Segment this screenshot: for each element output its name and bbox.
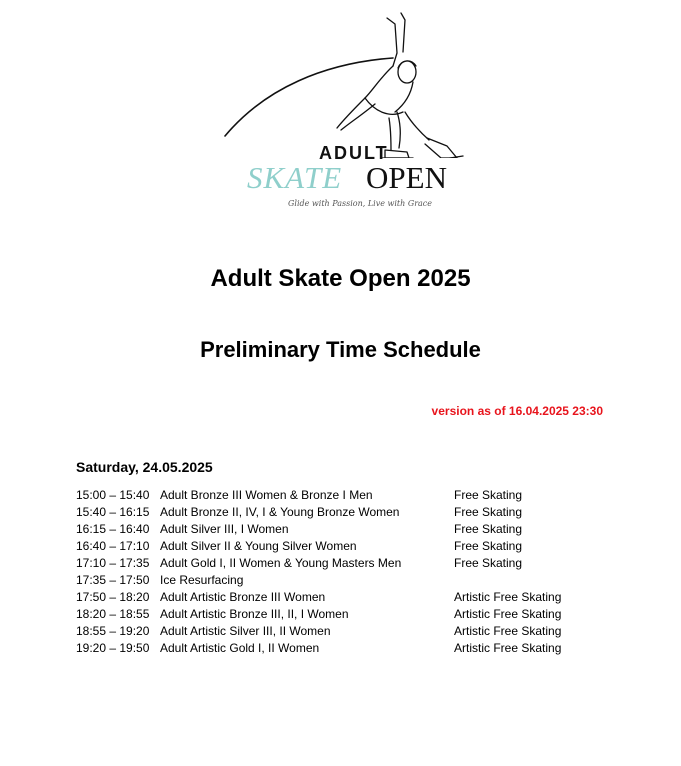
schedule-row: [76, 555, 561, 572]
schedule-row: [76, 572, 561, 589]
time-cell: 17:50 – 18:20: [76, 590, 150, 604]
logo-tagline: Glide with Passion, Live with Grace: [288, 199, 433, 208]
segment-cell: Free Skating: [454, 505, 523, 519]
category-cell: Adult Silver III, I Women: [160, 522, 289, 536]
time-cell: 19:20 – 19:50: [76, 641, 150, 655]
time-cell: 18:55 – 19:20: [76, 624, 150, 638]
category-cell: Adult Bronze III Women & Bronze I Men: [160, 488, 373, 502]
schedule-row: [76, 623, 561, 640]
category-cell: Adult Bronze II, IV, I & Young Bronze Women: [160, 505, 400, 519]
category-cell: Adult Artistic Bronze III Women: [160, 590, 326, 604]
schedule-row: [76, 504, 561, 521]
document-subtitle: Preliminary Time Schedule: [200, 337, 481, 362]
schedule-row: [76, 589, 561, 606]
logo-adult-text: ADULT: [319, 143, 389, 163]
time-cell: 16:40 – 17:10: [76, 539, 150, 553]
event-logo: [215, 8, 475, 218]
logo-open-text: OPEN: [366, 160, 447, 195]
time-cell: 18:20 – 18:55: [76, 607, 150, 621]
day-heading: Saturday, 24.05.2025: [76, 459, 213, 475]
segment-cell: Free Skating: [454, 556, 523, 570]
category-cell: Adult Silver II & Young Silver Women: [160, 539, 357, 553]
segment-cell: Free Skating: [454, 522, 523, 536]
schedule-row: [76, 538, 561, 555]
logo-skate-text: SKATE: [247, 160, 343, 195]
schedule-row: [76, 521, 561, 538]
segment-cell: Free Skating: [454, 488, 523, 502]
time-cell: 15:40 – 16:15: [76, 505, 150, 519]
segment-cell: Artistic Free Skating: [454, 641, 562, 655]
schedule-row: [76, 606, 561, 623]
document-title: Adult Skate Open 2025: [210, 265, 471, 292]
segment-cell: Artistic Free Skating: [454, 590, 562, 604]
time-cell: 17:35 – 17:50: [76, 573, 150, 587]
category-cell: Adult Artistic Silver III, II Women: [160, 624, 331, 638]
segment-cell: Free Skating: [454, 539, 523, 553]
time-cell: 16:15 – 16:40: [76, 522, 150, 536]
schedule-table: [76, 487, 561, 657]
category-cell: Ice Resurfacing: [160, 573, 244, 587]
segment-cell: Artistic Free Skating: [454, 607, 562, 621]
schedule-row: [76, 487, 561, 504]
time-cell: 15:00 – 15:40: [76, 488, 150, 502]
category-cell: Adult Artistic Gold I, II Women: [160, 641, 320, 655]
skater-icon: [215, 8, 475, 158]
time-cell: 17:10 – 17:35: [76, 556, 150, 570]
segment-cell: Artistic Free Skating: [454, 624, 562, 638]
version-note: version as of 16.04.2025 23:30: [431, 404, 603, 418]
schedule-row: [76, 640, 561, 657]
category-cell: Adult Gold I, II Women & Young Masters Men: [160, 556, 402, 570]
category-cell: Adult Artistic Bronze III, II, I Women: [160, 607, 349, 621]
